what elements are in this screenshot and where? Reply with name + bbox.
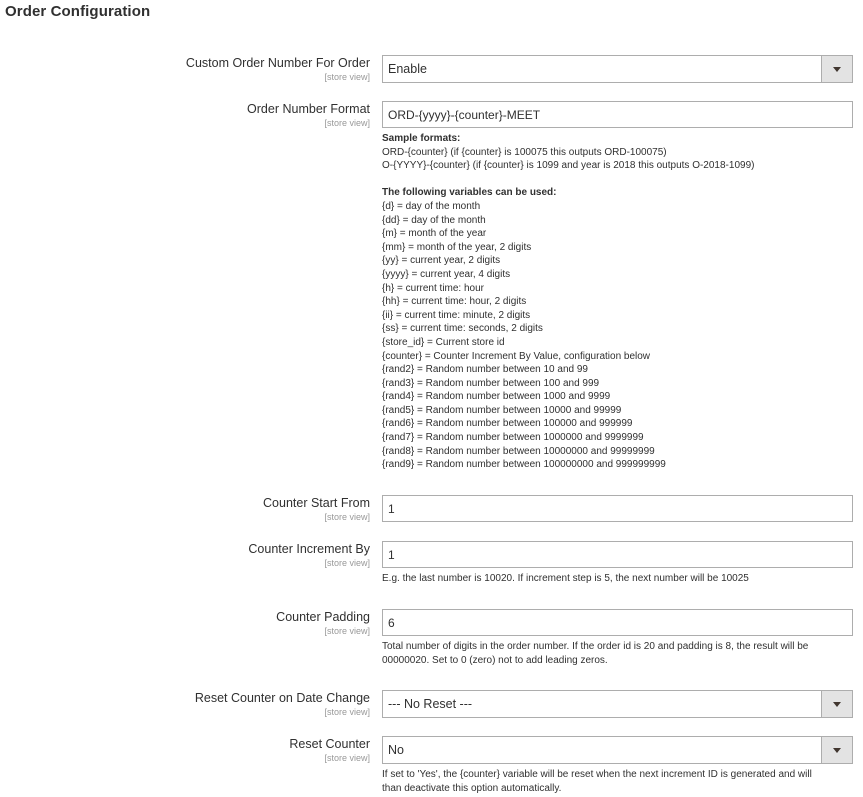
sample-line: O-{YYYY}-{counter} (if {counter} is 1099 and year is 2018 this outputs O-2018-1099): [382, 160, 755, 172]
scope-label: [store view]: [324, 512, 370, 522]
reset-counter-date-change-select[interactable]: [382, 690, 853, 718]
variable-line: {store_id} = Current store id: [382, 336, 505, 348]
dropdown-toggle[interactable]: [821, 691, 852, 717]
chevron-down-icon: [833, 67, 841, 72]
label: Order Number Format: [247, 102, 370, 116]
help-line: than deactivate this option automatically.: [382, 782, 562, 794]
variable-line: {counter} = Counter Increment By Value, configuration below: [382, 350, 651, 362]
variable-line: {rand7} = Random number between 1000000 and 9999999: [382, 432, 644, 444]
counter-padding-input[interactable]: [382, 609, 853, 636]
help-line: 00000020. Set to 0 (zero) not to add leading zeros.: [382, 654, 608, 666]
variable-line: {m} = month of the year: [382, 228, 487, 240]
label: Custom Order Number For Order: [185, 56, 370, 70]
dropdown-toggle[interactable]: [821, 56, 852, 82]
variable-line: {rand8} = Random number between 10000000 and 99999999: [382, 445, 655, 457]
counter-start-from-input[interactable]: [382, 495, 853, 522]
chevron-down-icon: [833, 748, 841, 753]
section-title: Order Configuration: [5, 3, 151, 20]
spacer: [382, 173, 853, 187]
label: Counter Increment By: [248, 542, 370, 556]
variable-line: {rand3} = Random number between 100 and 999: [382, 377, 600, 389]
dropdown-toggle[interactable]: [821, 737, 852, 763]
variable-line: {rand5} = Random number between 10000 and 99999: [382, 404, 622, 416]
variable-line: {d} = day of the month: [382, 200, 481, 212]
label: Reset Counter: [289, 737, 370, 751]
selected-value: --- No Reset ---: [388, 697, 473, 711]
order-number-format-input[interactable]: [382, 101, 853, 128]
reset-counter-select[interactable]: [382, 736, 853, 764]
sample-line: ORD-{counter} (if {counter} is 100075 this outputs ORD-100075): [382, 146, 667, 158]
scope-label: [store view]: [324, 72, 370, 82]
variable-line: {rand9} = Random number between 100000000 and 999999999: [382, 459, 666, 471]
scope-label: [store view]: [324, 753, 370, 763]
variable-line: {yy} = current year, 2 digits: [382, 255, 501, 267]
help-line: Total number of digits in the order number. If the order id is 20 and padding is 8, the result will be: [382, 641, 809, 652]
scope-label: [store view]: [324, 118, 370, 128]
scope-label: [store view]: [324, 707, 370, 717]
order-format-help: [382, 132, 853, 472]
label: Counter Padding: [276, 610, 370, 624]
chevron-down-icon: [833, 702, 841, 707]
scope-label: [store view]: [324, 558, 370, 568]
selected-value: Enable: [388, 62, 427, 76]
increment-help: E.g. the last number is 10020. If increment step is 5, the next number will be 10025: [382, 573, 749, 584]
label: Counter Start From: [263, 496, 370, 510]
counter-increment-by-input[interactable]: [382, 541, 853, 568]
variable-line: {ii} = current time: minute, 2 digits: [382, 309, 531, 321]
variable-line: {mm} = month of the year, 2 digits: [382, 241, 532, 253]
variable-line: {dd} = day of the month: [382, 214, 486, 226]
variable-line: {rand2} = Random number between 10 and 99: [382, 364, 588, 376]
variable-line: {rand4} = Random number between 1000 and 9999: [382, 391, 611, 403]
reset-counter-help: [382, 768, 853, 795]
variables-heading: The following variables can be used:: [382, 187, 557, 199]
variable-line: {h} = current time: hour: [382, 282, 485, 294]
variable-line: {yyyy} = current year, 4 digits: [382, 268, 511, 280]
selected-value: No: [388, 743, 404, 757]
variable-line: {ss} = current time: seconds, 2 digits: [382, 323, 543, 335]
padding-help: [382, 640, 853, 667]
variable-line: {rand6} = Random number between 100000 and 999999: [382, 418, 633, 430]
sample-heading: Sample formats:: [382, 133, 461, 144]
help-line: If set to 'Yes', the {counter} variable will be reset when the next increment ID is generated and will: [382, 769, 812, 780]
variable-line: {hh} = current time: hour, 2 digits: [382, 296, 527, 308]
custom-order-number-select[interactable]: [382, 55, 853, 83]
scope-label: [store view]: [324, 626, 370, 636]
label: Reset Counter on Date Change: [194, 691, 370, 705]
